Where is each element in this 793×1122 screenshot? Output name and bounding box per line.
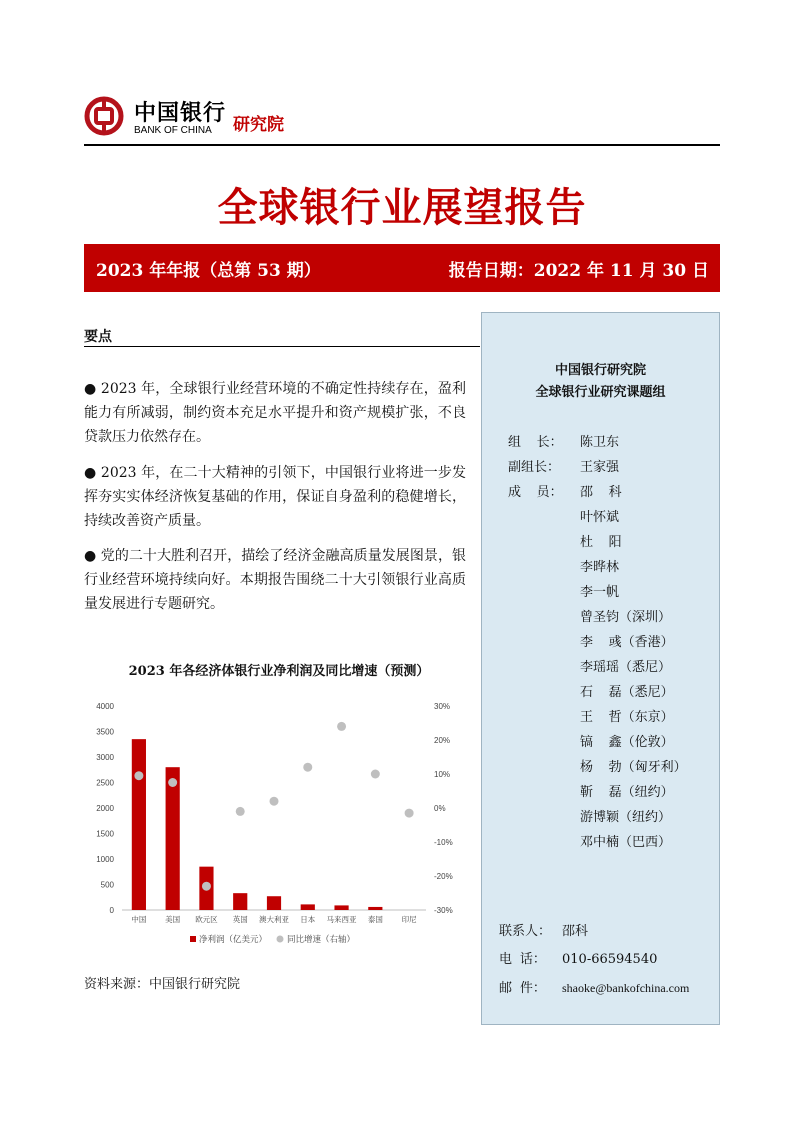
member-row — [508, 606, 672, 625]
legend-label: 净利润（亿美元） — [199, 934, 268, 944]
member-row — [508, 431, 620, 450]
bank-of-china-logo-icon — [84, 96, 124, 136]
contact-email-label: 邮 件： — [499, 981, 546, 996]
header-divider — [84, 144, 720, 146]
contact-person-label: 联系人： — [499, 924, 552, 939]
x-tick-label: 印尼 — [401, 915, 417, 924]
y-tick-label: 2000 — [96, 804, 114, 813]
member-name: 李一帆 — [580, 585, 620, 600]
member-row — [508, 681, 674, 700]
member-row — [508, 806, 672, 825]
member-name: 叶怀斌 — [580, 510, 620, 525]
y-tick-label: 3000 — [96, 753, 114, 762]
y-tick-label: 2500 — [96, 778, 114, 788]
x-tick-label: 泰国 — [367, 915, 383, 924]
growth-rate-point — [270, 797, 279, 806]
member-role: 组 长： — [508, 435, 563, 450]
member-name: 杨 勃（匈牙利） — [580, 760, 687, 775]
member-row — [508, 781, 674, 800]
y-tick-label: 4000 — [96, 702, 114, 711]
net-profit-bar — [132, 739, 146, 910]
member-name: 靳 磊（纽约） — [580, 785, 674, 800]
x-tick-label: 欧元区 — [195, 915, 218, 924]
member-row — [508, 506, 620, 525]
contact-email-row — [499, 974, 689, 1003]
y-tick-label: 3500 — [96, 727, 114, 737]
y-tick-label: 1500 — [96, 829, 114, 839]
growth-rate-point — [405, 809, 414, 818]
member-name: 陈卫东 — [580, 435, 620, 450]
legend-point-swatch — [277, 936, 284, 943]
contact-phone: 010-66594540 — [562, 952, 658, 967]
member-name: 游博颖（纽约） — [580, 810, 672, 825]
brand-name-cn: 中国银行 — [134, 100, 227, 126]
y2-tick-label: 0% — [434, 804, 446, 813]
y-tick-label: 500 — [100, 880, 114, 890]
contact-phone-label: 电 话： — [499, 952, 546, 967]
member-row — [508, 581, 620, 600]
member-name: 邓中楠（巴西） — [580, 835, 672, 850]
member-row — [508, 756, 687, 775]
member-name: 曾圣钧（深圳） — [580, 610, 672, 625]
net-profit-bar — [368, 907, 382, 910]
member-name: 王 哲（东京） — [580, 710, 674, 725]
growth-rate-point — [202, 882, 211, 891]
member-name: 王家强 — [580, 460, 620, 475]
y2-tick-label: 20% — [434, 736, 451, 745]
member-row — [508, 656, 672, 675]
key-point-2: ● 2023 年，在二十大精神的引领下，中国银行业将进一步发挥夯实实体经济恢复基础的作用，保证自身盈利的稳健增长，持续改善资产质量。 — [84, 465, 466, 529]
x-tick-label: 澳大利亚 — [259, 915, 289, 924]
net-profit-bar — [166, 767, 180, 910]
member-row — [508, 831, 672, 850]
report-date: 报告日期：2022 年 11 月 30 日 — [448, 261, 709, 281]
contact-phone-row — [499, 946, 689, 974]
x-tick-label: 日本 — [300, 915, 316, 924]
growth-rate-point — [168, 778, 177, 787]
key-point-3: ● 党的二十大胜利召开，描绘了经济金融高质量发展图景，银行业经营环境持续向好。本期报告围绕二十大引领银行业高质量发展进行专题研究。 — [84, 548, 466, 612]
member-row — [508, 556, 620, 575]
x-tick-label: 中国 — [131, 915, 147, 924]
contact-person: 邵科 — [562, 924, 589, 939]
org-name: 中国银行研究院 — [554, 363, 646, 378]
issue-number: 2023 年年报（总第 53 期） — [96, 261, 321, 281]
key-points-heading: 要点 — [84, 328, 112, 344]
chart-source: 资料来源：中国银行研究院 — [84, 977, 241, 992]
member-name: 石 磊（悉尼） — [580, 685, 674, 700]
chart-title: 2023 年各经济体银行业净利润及同比增速（预测） — [128, 664, 430, 679]
legend-label: 同比增速（右轴） — [287, 934, 356, 944]
contact-block — [499, 918, 689, 1003]
contact-person-row — [499, 918, 689, 946]
member-name: 镐 鑫（伦敦） — [580, 735, 674, 750]
y2-tick-label: 10% — [434, 770, 451, 779]
member-name: 李 彧（香港） — [580, 635, 674, 650]
member-name: 李瑶瑶（悉尼） — [580, 660, 672, 675]
profit-growth-chart — [84, 690, 480, 955]
legend-bar-swatch — [190, 936, 196, 942]
member-row — [508, 706, 674, 725]
member-name: 邵 科 — [580, 485, 622, 500]
growth-rate-point — [337, 722, 346, 731]
growth-rate-point — [236, 807, 245, 816]
x-tick-label: 美国 — [165, 915, 181, 924]
x-tick-label: 马来西亚 — [326, 915, 357, 924]
member-row — [508, 531, 622, 550]
net-profit-bar — [334, 905, 348, 910]
x-tick-label: 英国 — [232, 915, 248, 924]
growth-rate-point — [303, 763, 312, 772]
institute-label: 研究院 — [233, 115, 284, 135]
net-profit-bar — [233, 893, 247, 910]
y2-tick-label: -10% — [434, 838, 453, 847]
growth-rate-point — [134, 771, 143, 780]
member-role: 成 员： — [508, 485, 563, 500]
brand-name-en: BANK OF CHINA — [134, 125, 212, 136]
member-role: 副组长： — [508, 460, 561, 475]
contact-email[interactable]: shaoke@bankofchina.com — [562, 981, 690, 995]
y2-tick-label: -30% — [434, 906, 453, 915]
y2-tick-label: 30% — [434, 702, 451, 711]
net-profit-bar — [301, 904, 315, 910]
member-row — [508, 481, 622, 500]
key-points-divider — [84, 346, 480, 347]
y-tick-label: 1000 — [96, 855, 114, 864]
member-name: 杜 阳 — [580, 535, 622, 550]
growth-rate-point — [371, 770, 380, 779]
key-point-1: ● 2023 年，全球银行业经营环境的不确定性持续存在，盈利能力有所减弱，制约资本充足水平提升和资产规模扩张，不良贷款压力依然存在。 — [84, 381, 466, 445]
report-title: 全球银行业展望报告 — [217, 184, 587, 231]
research-group — [481, 360, 720, 404]
y-tick-label: 0 — [109, 906, 114, 915]
group-name: 全球银行业研究课题组 — [535, 385, 666, 400]
member-row — [508, 456, 620, 475]
y2-tick-label: -20% — [434, 872, 453, 881]
member-row — [508, 731, 674, 750]
member-name: 李晔林 — [580, 560, 620, 575]
member-row — [508, 631, 674, 650]
net-profit-bar — [267, 896, 281, 910]
